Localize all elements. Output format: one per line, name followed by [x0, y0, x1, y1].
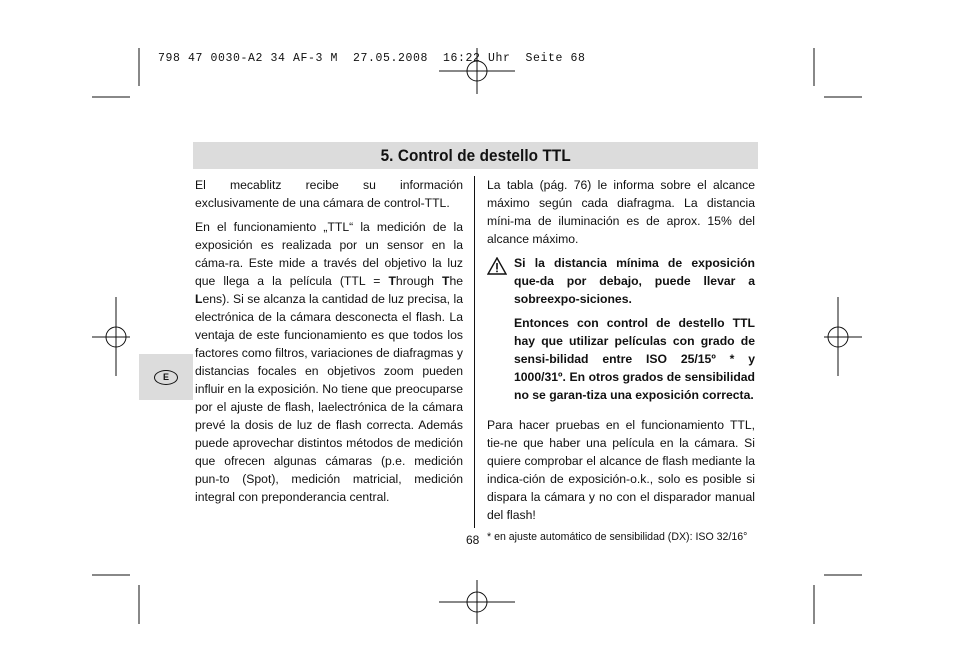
page-number: 68	[466, 533, 480, 547]
text-run: ens). Si se alcanza la cantidad de luz precisa, la electrónica de la cámara desconecta el flash. La ventaja de este funcionamiento es que todos los factores como filtros, variaciones de diafragmas y distancias focales en objetivos zoom pueden influir en la exposición. No tiene que preocuparse por el ajuste de flash, laelectrónica de la cámara prevé la dosis de luz de flash correcta. Además puede aprovechar distintos métodos de medición que ofrecen algunas cámaras (p.e. medición pun-to (Spot), medición matricial, medición integral con preponderancia central.	[195, 292, 463, 504]
page-title: 5. Control de destello TTL	[380, 145, 571, 165]
warning-block	[487, 254, 755, 410]
language-badge: E	[154, 370, 178, 385]
registration-mark-right	[824, 297, 862, 376]
warning-triangle-icon	[487, 254, 514, 410]
right-column	[487, 176, 755, 544]
language-tab	[139, 354, 193, 400]
text-run: hrough	[395, 274, 442, 288]
text-run-bold: T	[388, 274, 396, 288]
warning-text: Si la distancia mínima de exposición que-da por debajo, puede llevar a sobreexpo-siciones.	[514, 256, 755, 306]
paragraph: Para hacer pruebas en el funcionamiento TTL, tie-ne que haber una película en la cámara. Si quiere comprobar el alcance de flash mediante la indica-ción de exposición-o.k., solo es posible si dispara la cámara y no con el disparador manual del flash!	[487, 418, 755, 522]
section-title-bar	[193, 142, 758, 169]
left-column	[195, 176, 463, 512]
footnote: * en ajuste automático de sensibilidad (DX): ISO 32/16°	[487, 531, 748, 543]
text-run-bold: L	[195, 292, 203, 306]
text-run-bold: T	[441, 274, 450, 288]
paragraph: La tabla (pág. 76) le informa sobre el alcance máximo según cada diafragma. La distancia míni-ma de iluminación es de aprox. 15% del alcance máximo.	[487, 178, 755, 246]
text-run: En el funcionamiento „TTL“ la medición de la exposición es realizada por un sensor en la cáma-ra. Este mide a través del objetivo la luz que llega a la película (TTL =	[195, 220, 463, 288]
paragraph: El mecablitz recibe su información exclusivamente de una cámara de control-TTL.	[195, 178, 463, 210]
registration-mark-bottom	[439, 580, 515, 624]
column-divider	[474, 176, 475, 528]
print-header: 798 47 0030-A2 34 AF-3 M 27.05.2008 16:22 Uhr Seite 68	[158, 52, 586, 65]
text-run: he	[449, 274, 463, 288]
registration-mark-left	[92, 297, 130, 376]
warning-text: Entonces con control de destello TTL hay que utilizar películas con grado de sensi-bilidad entre ISO 25/15º * y 1000/31º. En otros grados de sensibilidad no se garan-tiza una exposición correcta.	[514, 316, 755, 402]
paragraph-ttl-explanation	[195, 218, 463, 506]
